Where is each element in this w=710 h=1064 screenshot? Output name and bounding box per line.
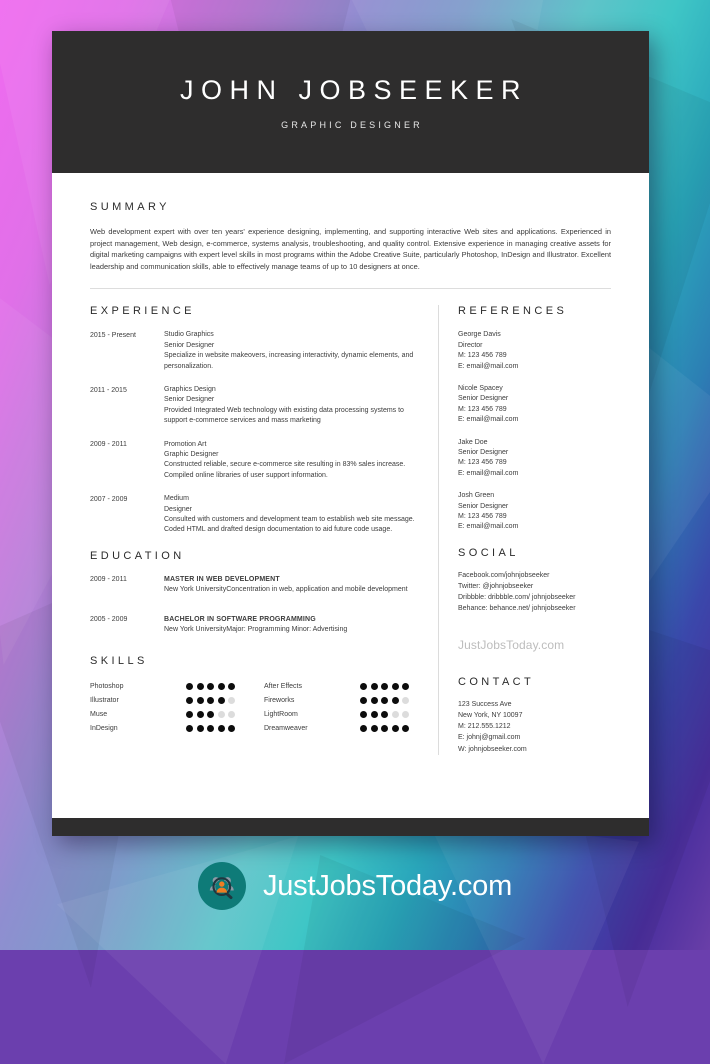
rating-dot-filled [186, 711, 193, 718]
skill-label: Illustrator [90, 697, 119, 704]
page-title: JOHN JOBSEEKER [179, 74, 529, 105]
resume-document [52, 31, 649, 836]
rating-dot-filled [207, 711, 214, 718]
contact-line: M: 212.555.1212 [458, 723, 511, 731]
summary-text: Web development expert with over ten years' experience designing, implementing, and supporting interactive Web sites and applications. Experienced in project management, Web design, e-commerce, systems analysis, troubleshooting, and quality control. Extensive experience in managing creative assets for digital marketing campaigns with expert level skills in most programs within the Adobe Creative Suite, particularly Photoshop, InDesign and Illustrator. Excellent leadership and communication skills, able to effectively manage teams of up to 10 designers at once. [90, 227, 611, 271]
social-section [458, 547, 611, 652]
reference-item [458, 330, 611, 372]
skills-title: SKILLS [90, 654, 148, 667]
contact-line: E: johnj@gmail.com [458, 734, 521, 742]
education-school: New York University [164, 586, 227, 594]
reference-role: Senior Designer [458, 502, 509, 510]
rating-dot-filled [197, 725, 204, 732]
rating-dot-filled [360, 711, 367, 718]
social-link[interactable]: Facebook.com/johnjobseeker [458, 571, 550, 579]
experience-entry [90, 330, 422, 372]
rating-dot-filled [218, 697, 225, 704]
rating-dot-filled [197, 697, 204, 704]
people-search-icon [198, 862, 246, 910]
skill-row [264, 722, 438, 736]
contact-list [458, 699, 611, 755]
experience-section [90, 305, 422, 536]
experience-dates: 2011 - 2015 [90, 386, 127, 394]
skill-row [90, 694, 264, 708]
education-degree: BACHELOR IN SOFTWARE PROGRAMMING [164, 615, 316, 623]
reference-role: Director [458, 341, 483, 349]
summary-divider [90, 288, 611, 289]
rating-dot-filled [371, 711, 378, 718]
site-brand-name: JustJobsToday.com [262, 869, 513, 902]
rating-dot-filled [392, 683, 399, 690]
experience-organization: Graphics Design [164, 386, 216, 393]
experience-role: Graphic Designer [164, 451, 219, 459]
skill-rating-dots [186, 711, 235, 718]
rating-dot-filled [218, 725, 225, 732]
contact-line: New York, NY 10097 [458, 711, 523, 719]
experience-organization: Promotion Art [164, 440, 207, 448]
skill-row [264, 694, 438, 708]
rating-dot-filled [207, 725, 214, 732]
experience-entry [90, 494, 422, 536]
experience-dates: 2015 - Present [90, 331, 136, 339]
rating-dot-filled [381, 725, 388, 732]
reference-item [458, 384, 611, 426]
rating-dot-filled [381, 683, 388, 690]
skill-rating-dots [186, 697, 235, 704]
education-details [164, 615, 422, 636]
experience-role: Designer [164, 505, 193, 513]
rating-dot-filled [371, 697, 378, 704]
education-detail: Major: Programming Minor: Advertising [226, 626, 348, 634]
experience-details [164, 385, 422, 427]
reference-phone: M: 123 456 789 [458, 459, 507, 467]
experience-details [164, 440, 422, 482]
contact-line: 123 Success Ave [458, 700, 512, 708]
site-footer [0, 862, 710, 910]
rating-dot-filled [381, 711, 388, 718]
summary-section [90, 201, 611, 272]
summary-title: SUMMARY [90, 201, 170, 213]
rating-dot-filled [360, 683, 367, 690]
references-section [458, 305, 611, 533]
references-list [458, 330, 611, 533]
rating-dot-empty [228, 697, 235, 704]
rating-dot-filled [402, 725, 409, 732]
rating-dot-filled [186, 725, 193, 732]
page-bottom-bar [52, 818, 649, 836]
rating-dot-filled [197, 711, 204, 718]
experience-details [164, 330, 422, 372]
skills-column-two [264, 680, 438, 736]
skills-section [90, 655, 422, 736]
experience-role: Senior Designer [164, 396, 215, 404]
reference-phone: M: 123 456 789 [458, 352, 507, 360]
experience-dates: 2009 - 2011 [90, 441, 127, 449]
experience-description: Specialize in website makeovers, increasing interactivity, dynamic elements, and personalization. [164, 352, 414, 370]
rating-dot-empty [402, 697, 409, 704]
resume-body [52, 173, 649, 755]
education-details [164, 575, 422, 596]
skills-column-one [90, 680, 264, 736]
education-entry [90, 575, 422, 596]
experience-list [90, 330, 422, 536]
social-link[interactable]: Behance: behance.net/ johnjobseeker [458, 605, 576, 613]
reference-phone: M: 123 456 789 [458, 513, 507, 521]
reference-email: E: email@mail.com [458, 362, 519, 370]
rating-dot-filled [186, 697, 193, 704]
right-column [439, 305, 611, 754]
rating-dot-filled [207, 697, 214, 704]
education-title: EDUCATION [90, 549, 185, 562]
reference-name: George Davis [458, 331, 501, 339]
education-degree: MASTER IN WEB DEVELOPMENT [164, 575, 280, 583]
skill-row [90, 708, 264, 722]
experience-organization: Medium [164, 495, 189, 503]
experience-details [164, 494, 422, 536]
candidate-role: GRAPHIC DESIGNER [281, 119, 423, 130]
education-dates: 2005 - 2009 [90, 616, 128, 624]
skill-rating-dots [186, 725, 235, 732]
education-school: New York University [164, 626, 227, 634]
reference-name: Nicole Spacey [458, 385, 503, 392]
rating-dot-empty [218, 711, 225, 718]
skill-label: Photoshop [90, 683, 124, 690]
experience-description: Consulted with customers and development team to establish web site message. Coded HTML and drafted design documentation to aid future code usage. [164, 516, 415, 534]
skill-label: Fireworks [264, 697, 295, 704]
skill-row [90, 680, 264, 694]
rating-dot-filled [392, 725, 399, 732]
contact-section [458, 676, 611, 755]
reference-item [458, 491, 611, 533]
reference-item [458, 438, 611, 480]
experience-description: Provided Integrated Web technology with existing data processing systems to support e-commerce services and mass marketing [164, 406, 404, 425]
rating-dot-filled [218, 683, 225, 690]
rating-dot-filled [207, 683, 214, 690]
education-entry [90, 615, 422, 636]
rating-dot-filled [186, 683, 193, 690]
skill-label: After Effects [264, 683, 302, 690]
experience-description: Constructed reliable, secure e-commerce site resulting in 83% sales increase. Compiled online libraries of user support information. [164, 461, 406, 479]
social-list [458, 570, 611, 615]
resume-header [52, 31, 649, 173]
rating-dot-filled [228, 683, 235, 690]
reference-email: E: email@mail.com [458, 523, 519, 531]
rating-dot-filled [228, 725, 235, 732]
experience-entry [90, 440, 422, 482]
skill-label: Muse [90, 711, 108, 718]
skill-rating-dots [360, 725, 409, 732]
reference-role: Senior Designer [458, 395, 509, 403]
skill-label: LightRoom [264, 711, 298, 718]
reference-phone: M: 123 456 789 [458, 405, 507, 413]
skill-row [264, 680, 438, 694]
skill-rating-dots [360, 711, 409, 718]
rating-dot-filled [360, 697, 367, 704]
education-detail: Concentration in web, application and mobile development [226, 586, 408, 594]
content-columns [90, 305, 611, 754]
rating-dot-filled [360, 725, 367, 732]
rating-dot-filled [402, 683, 409, 690]
experience-entry [90, 385, 422, 427]
rating-dot-filled [371, 683, 378, 690]
contact-title: CONTACT [458, 675, 535, 688]
skills-grid [90, 680, 422, 736]
experience-dates: 2007 - 2009 [90, 495, 128, 503]
reference-name: Josh Green [458, 492, 495, 500]
reference-email: E: email@mail.com [458, 469, 519, 477]
left-column [90, 305, 438, 754]
rating-dot-filled [197, 683, 204, 690]
education-dates: 2009 - 2011 [90, 576, 127, 584]
reference-role: Senior Designer [458, 449, 509, 457]
social-link[interactable]: Twitter: @johnjobseeker [458, 583, 534, 591]
skill-rating-dots [360, 697, 409, 704]
skill-row [90, 722, 264, 736]
rating-dot-empty [392, 711, 399, 718]
social-link[interactable]: Dribbble: dribbble.com/ johnjobseeker [458, 594, 576, 602]
experience-organization: Studio Graphics [164, 331, 214, 339]
rating-dot-empty [402, 711, 409, 718]
skill-rating-dots [186, 683, 235, 690]
skill-label: Dreamweaver [264, 725, 308, 732]
social-title: SOCIAL [458, 546, 519, 559]
contact-line: W: johnjobseeker.com [458, 745, 527, 753]
watermark-text: JustJobsToday.com [458, 637, 565, 652]
reference-name: Jake Doe [458, 438, 488, 446]
skill-label: InDesign [90, 725, 118, 732]
rating-dot-filled [381, 697, 388, 704]
rating-dot-filled [371, 725, 378, 732]
skill-rating-dots [360, 683, 409, 690]
rating-dot-empty [228, 711, 235, 718]
education-list [90, 575, 422, 636]
references-title: REFERENCES [458, 305, 568, 318]
reference-email: E: email@mail.com [458, 416, 519, 424]
skill-row [264, 708, 438, 722]
education-section [90, 550, 422, 636]
experience-role: Senior Designer [164, 341, 215, 349]
experience-title: EXPERIENCE [90, 305, 195, 318]
rating-dot-filled [392, 697, 399, 704]
